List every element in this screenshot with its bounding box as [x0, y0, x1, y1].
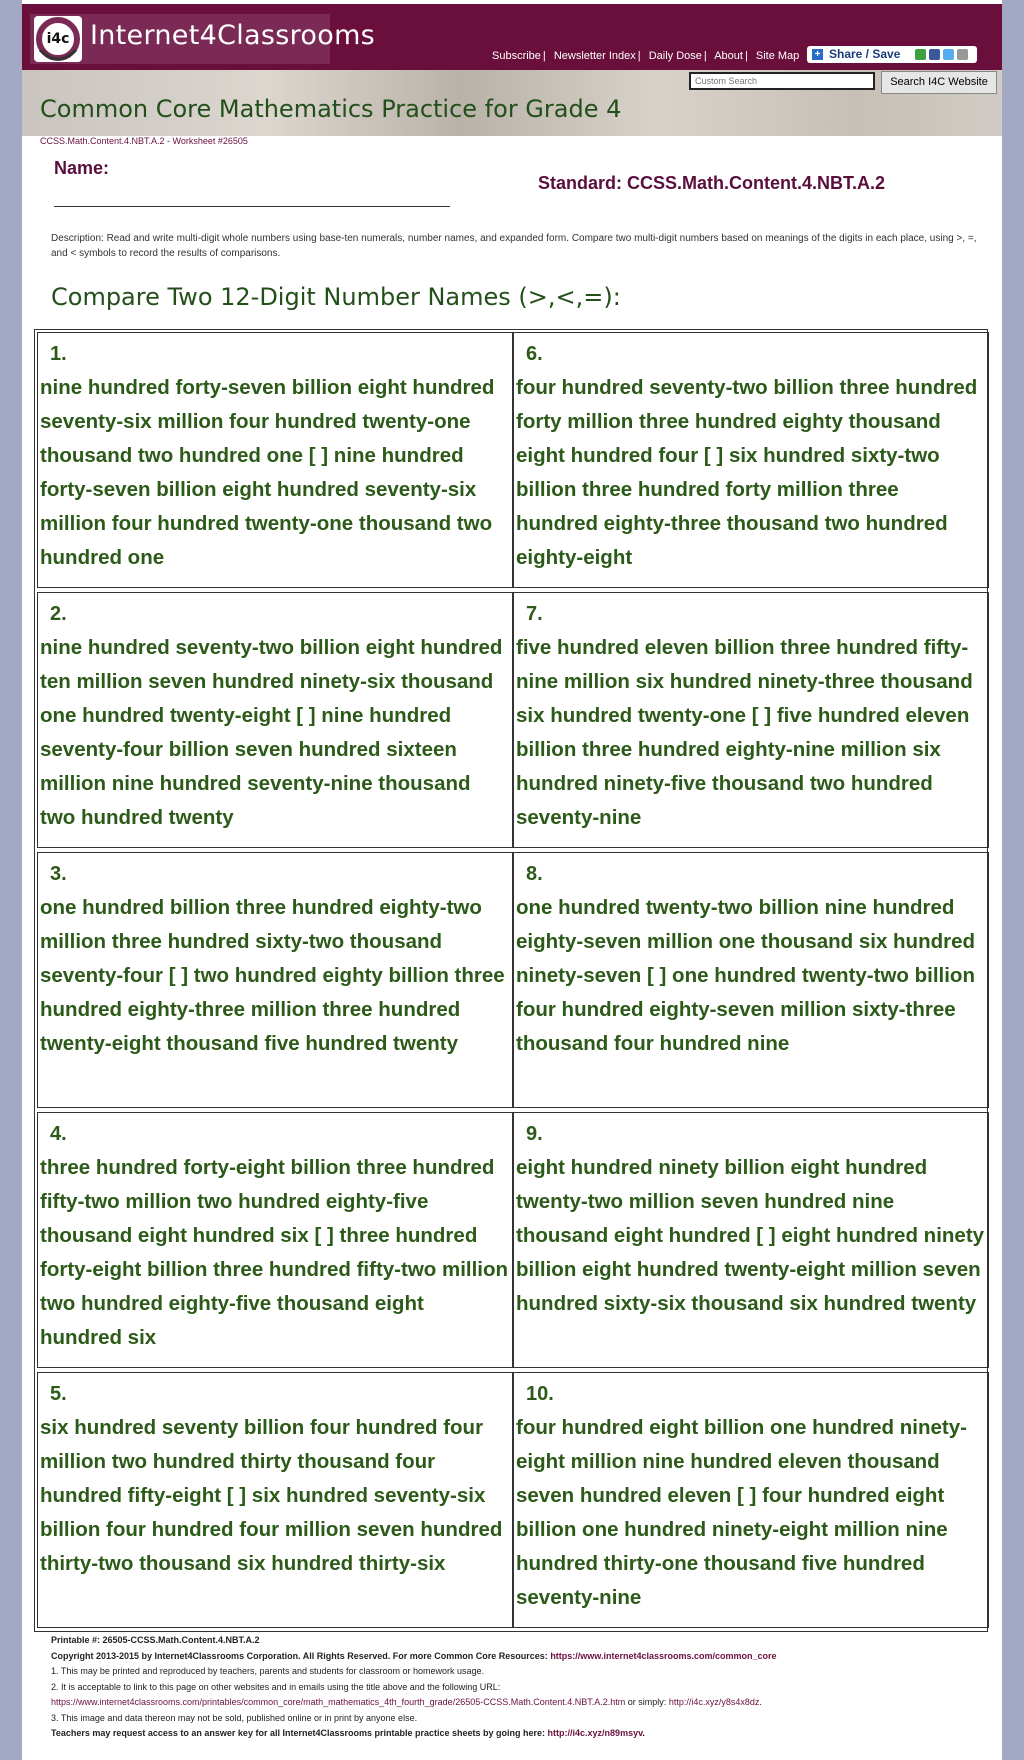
problem-grid: [34, 329, 988, 1632]
problem-cell: [37, 332, 513, 588]
worksheet-description: Description: Read and write multi-digit whole numbers using base-ten numerals, number names, and expanded form. Compare two multi-digit numbers based on meanings of the digits in each place, using >, =, and < symbols to record the results of comparisons.: [51, 233, 977, 259]
problem-cell: [37, 1112, 513, 1368]
worksheet-title: Compare Two 12-Digit Number Names (>,<,=):: [51, 283, 621, 311]
problem-cell: [513, 592, 989, 848]
name-label: Name:: [54, 158, 110, 178]
nav-daily-dose[interactable]: Daily Dose: [648, 50, 702, 62]
facebook-icon[interactable]: [929, 49, 940, 60]
search-button[interactable]: Search I4C Website: [881, 71, 997, 94]
problem-text: five hundred eleven billion three hundred fifty-nine million six hundred ninety-three thousand six hundred twenty-one [ ] five hundred eleven billion three hundred eighty-nine million six hundred ninety-five thousand two hundred seventy-nine: [516, 636, 973, 829]
page-footer: [51, 1633, 991, 1742]
answer-key-text: Teachers may request access to an answer key for all Internet4Classrooms printable practice sheets by going here:: [51, 1728, 546, 1738]
problem-text: one hundred twenty-two billion nine hundred eighty-seven million one thousand six hundred ninety-seven [ ] one hundred twenty-two billion four hundred eighty-seven million sixty-three thousand four hundred nine: [516, 896, 976, 1055]
worksheet-url-link[interactable]: https://www.internet4classrooms.com/printables/common_core/math_mathematics_4th_fourth_grade/26505-CCSS.Math.Content.4.NBT.A.2.htm: [51, 1697, 626, 1707]
logo-text: Internet4Classrooms: [90, 20, 376, 51]
problem-number: 1.: [50, 343, 67, 365]
answer-key-link[interactable]: http://i4c.xyz/n89msyv: [547, 1728, 643, 1738]
i4c-logo-icon: [34, 16, 82, 62]
footer-note-2: 2. It is acceptable to link to this page on other websites and in emails using the title above and the following URL:: [51, 1681, 501, 1692]
share-refresh-icon[interactable]: [915, 49, 926, 60]
printable-number: Printable #: 26505-CCSS.Math.Content.4.NBT.A.2: [51, 1635, 260, 1645]
common-core-link[interactable]: https://www.internet4classrooms.com/common_core: [550, 1650, 777, 1661]
banner-title: Common Core Mathematics Practice for Grade 4: [40, 95, 622, 123]
footer-note-1: 1. This may be printed and reproduced by teachers, parents and students for classroom or homework usage.: [51, 1666, 485, 1676]
problem-text: nine hundred forty-seven billion eight hundred seventy-six million four hundred twenty-one thousand two hundred one [ ] nine hundred forty-seven billion eight hundred seventy-six million four hundred twenty-one thousand two hundred one: [40, 376, 495, 569]
problem-text: four hundred eight billion one hundred ninety-eight million nine hundred eleven thousand seven hundred eleven [ ] four hundred eight billion one hundred ninety-eight million nine hundred thirty-one thousand five hundred seventy-nine: [516, 1416, 967, 1609]
problem-number: 4.: [50, 1123, 67, 1145]
problem-cell: [37, 852, 513, 1108]
problem-cell: [513, 1112, 989, 1368]
name-line: [54, 206, 450, 207]
footer-url-line: https://www.internet4classrooms.com/printables/common_core/math_mathematics_4th_fourth_grade/26505-CCSS.Math.Content.4.NBT.A.2.htm or simply: http://i4c.xyz/y8s4x8dz.: [51, 1697, 762, 1707]
nav-subscribe[interactable]: Subscribe: [492, 50, 541, 62]
share-save-label: Share / Save: [829, 47, 901, 61]
problem-text: one hundred billion three hundred eighty-two million three hundred sixty-two thousand seventy-four [ ] two hundred eighty billion three hundred eighty-three million three hundred twenty-eight thousand five hundred twenty: [40, 896, 505, 1055]
site-logo[interactable]: [30, 14, 376, 64]
share-save-button[interactable]: [807, 46, 977, 63]
problem-text: four hundred seventy-two billion three hundred forty million three hundred eighty thousand eight hundred four [ ] six hundred sixty-two billion three hundred forty million three hundred eighty-three thousand two hundred eighty-eight: [516, 376, 978, 569]
problem-cell: [37, 592, 513, 848]
footer-note-3: 3. This image and data thereon may not be sold, published online or in print by anyone else.: [51, 1712, 418, 1723]
answer-key-line: Teachers may request access to an answer key for all Internet4Classrooms printable practice sheets by going here: http://i4c.xyz/n89msyv.: [51, 1728, 645, 1738]
page: [22, 0, 1002, 1760]
nav-about[interactable]: About: [714, 50, 743, 62]
site-header: [22, 4, 1002, 70]
problem-number: 3.: [50, 863, 67, 885]
search-input[interactable]: [689, 72, 875, 90]
problem-number: 9.: [526, 1123, 543, 1145]
copyright-text: Copyright 2013-2015 by Internet4Classrooms Corporation. All Rights Reserved. For more Common Core Resources:: [51, 1650, 548, 1661]
short-url-link[interactable]: http://i4c.xyz/y8s4x8dz: [668, 1697, 760, 1707]
problem-text: nine hundred seventy-two billion eight hundred ten million seven hundred ninety-six thousand one hundred twenty-eight [ ] nine hundred seventy-four billion seven hundred sixteen million nine hundred seventy-nine thousand two hundred twenty: [40, 636, 503, 829]
nav-site-map[interactable]: Site Map: [755, 50, 800, 62]
problem-text: three hundred forty-eight billion three hundred fifty-two million two hundred eighty-five thousand eight hundred six [ ] three hundred forty-eight billion three hundred fifty-two million two hundred eighty-five thousand eight hundred six: [40, 1156, 509, 1349]
nav-newsletter-index[interactable]: Newsletter Index: [553, 50, 636, 62]
problem-cell: [513, 852, 989, 1108]
problem-cell: [513, 332, 989, 588]
problem-number: 8.: [526, 863, 543, 885]
logo-mark-text: i4c: [46, 31, 70, 47]
copyright-line: [51, 1649, 991, 1665]
problem-text: six hundred seventy billion four hundred four million two hundred thirty thousand four hundred fifty-eight [ ] six hundred seventy-six billion four hundred four million seven hundred thirty-two thousand six hundred thirty-six: [40, 1416, 503, 1575]
top-navigation: Subscribe | Newsletter Index | Daily Dose | About | Site Map: [492, 50, 800, 62]
share-more-icon[interactable]: [957, 49, 968, 60]
problem-number: 7.: [526, 603, 543, 625]
problem-cell: [513, 1372, 989, 1628]
footer-or-text: or simply:: [627, 1697, 667, 1707]
problem-number: 5.: [50, 1383, 67, 1405]
problem-cell: [37, 1372, 513, 1628]
problem-number: 2.: [50, 603, 67, 625]
problem-text: eight hundred ninety billion eight hundred twenty-two million seven hundred nine thousand eight hundred [ ] eight hundred ninety billion eight hundred twenty-eight million seven hundred sixty-six thousand six hundred twenty: [516, 1156, 985, 1315]
problem-number: 10.: [526, 1383, 554, 1405]
standard-label: Standard: CCSS.Math.Content.4.NBT.A.2: [538, 173, 886, 193]
breadcrumb[interactable]: CCSS.Math.Content.4.NBT.A.2 - Worksheet #26505: [40, 136, 248, 146]
share-plus-icon: +: [812, 49, 823, 60]
problem-number: 6.: [526, 343, 543, 365]
twitter-icon[interactable]: [943, 49, 954, 60]
